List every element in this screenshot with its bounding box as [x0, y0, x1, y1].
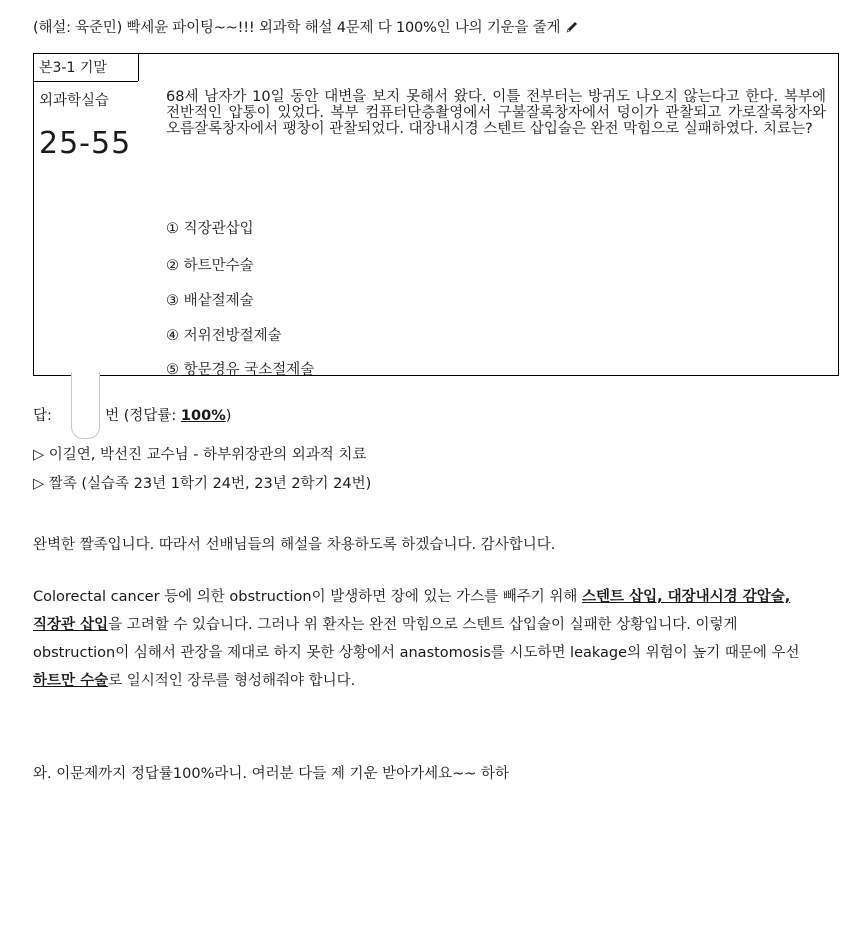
header-line [33, 16, 579, 37]
answer-blank-tab[interactable] [71, 372, 100, 439]
choice-4: ④ 저위전방절제술 [166, 328, 282, 344]
answer-close: ) [225, 408, 232, 424]
answer-line [33, 404, 231, 425]
question-category: 외과학실습 [39, 93, 110, 109]
exam-label-divider [34, 81, 138, 82]
answer-label: 답: [33, 408, 52, 424]
exam-label: 본3-1 기말 [39, 60, 107, 76]
exam-label-divider-vertical [138, 54, 139, 81]
explanation-bold-1: 스텐트 삽입, 대장내시경 감압술, 직장관 삽입 [33, 589, 791, 633]
explanation-paragraph [33, 583, 801, 695]
question-number: 25-55 [39, 126, 132, 161]
header-text: (해설: 육준민) 빡세윤 파이팅~~!!! 외과학 해설 4문제 다 100%인 나의 기운을 줄게 [33, 20, 561, 36]
answer-suffix: 번 (정답률: [105, 408, 177, 424]
question-stem: 68세 남자가 10일 동안 대변을 보지 못해서 왔다. 이틀 전부터는 방귀도 나오지 않는다고 한다. 복부에 전반적인 압통이 있었다. 복부 컴퓨터단층촬영에서 구불잘록창자에서 덩이가 관찰되고 가로잘록창자와 오름잘록창자에서 팽창이 관찰되었다. 대장내시경 스텐트 삽입술은 완전 막힘으로 실패하였다. 치료는? [166, 89, 826, 137]
explanation-part-2: 을 고려할 수 있습니다. 그러나 위 환자는 완전 막힘으로 스텐트 삽입술이 실패한 상황입니다. 이렇게 obstruction이 심해서 관장을 제대로 하지 못한 상황에서 anastomosis를 시도하면 leakage의 위험이 높기 때문에 우선 [33, 617, 800, 661]
choice-2: ② 하트만수술 [166, 258, 254, 274]
answer-rate: 100% [180, 408, 226, 424]
question-box [33, 53, 839, 376]
explanation-part-1: Colorectal cancer 등에 의한 obstruction이 발생하면 장에 있는 가스를 빼주기 위해 [33, 589, 582, 605]
explanation-part-3: 로 일시적인 장루를 형성해줘야 합니다. [108, 673, 356, 689]
pen-icon [565, 20, 579, 34]
reference-lecture: ▷ 이길연, 박선진 교수님 - 하부위장관의 외과적 치료 [33, 447, 367, 463]
reference-past-exam: ▷ 짤족 (실습족 23년 1학기 24번, 23년 2학기 24번) [33, 476, 372, 492]
choice-1: ① 직장관삽입 [166, 221, 254, 237]
choice-5: ⑤ 항문경유 국소절제술 [166, 362, 315, 378]
closing-text: 와. 이문제까지 정답률100%라니. 여러분 다들 제 기운 받아가세요~~ 하하 [33, 766, 510, 782]
explanation-bold-2: 하트만 수술 [33, 673, 109, 689]
intro-text: 완벽한 짤족입니다. 따라서 선배님들의 해설을 차용하도록 하겠습니다. 감사합니다. [33, 537, 556, 553]
choice-3: ③ 배샅절제술 [166, 293, 254, 309]
